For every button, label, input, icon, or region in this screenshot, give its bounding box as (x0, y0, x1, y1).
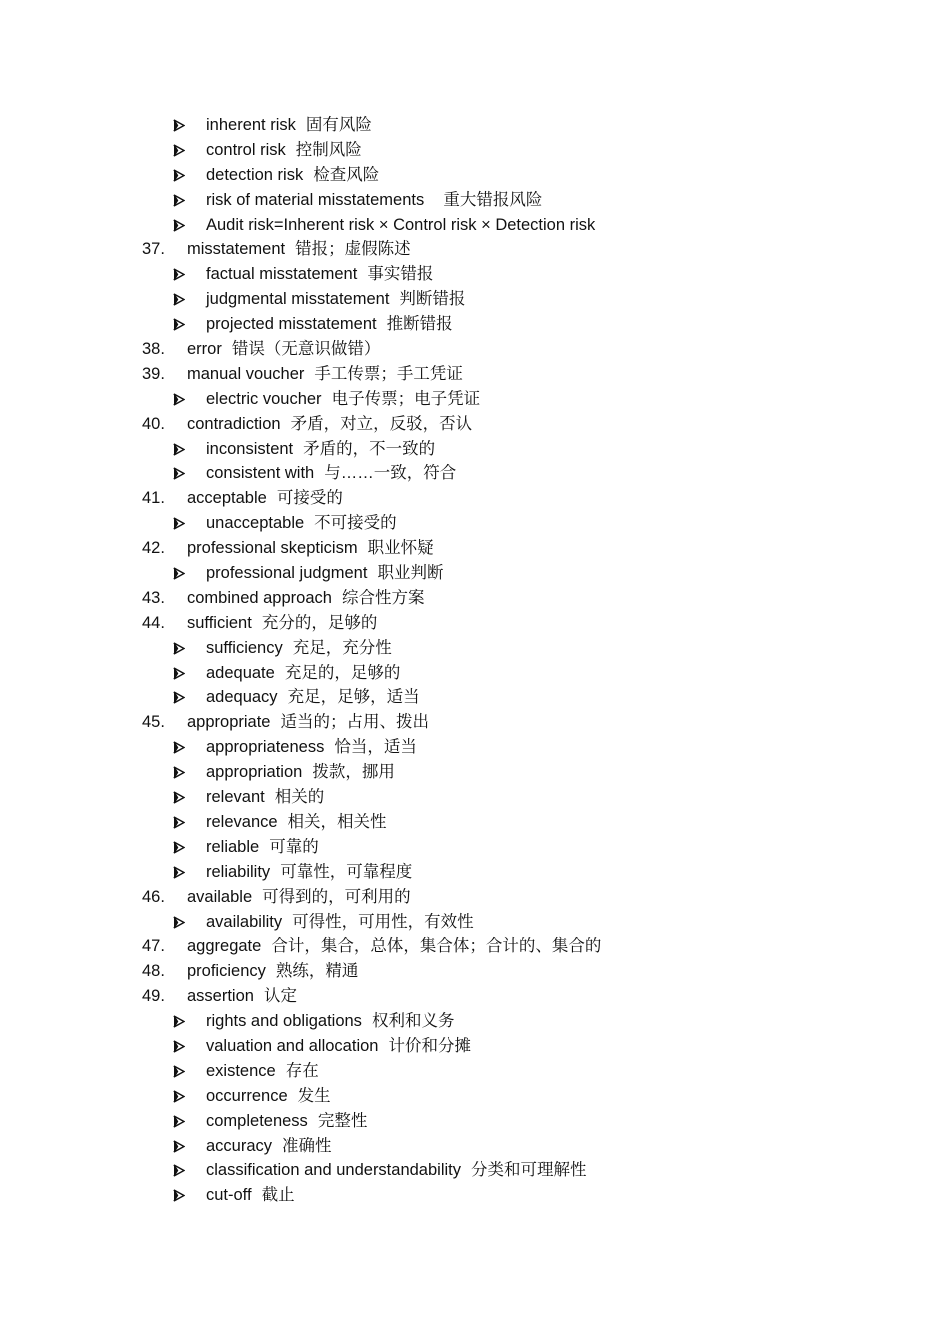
bullet-entry (0, 213, 950, 238)
chinese-translation: 电子传票；电子凭证 (331, 389, 481, 408)
english-term: unacceptable (206, 514, 305, 533)
entry-term (206, 437, 435, 462)
arrow-bullet-icon (171, 287, 189, 312)
entry-term (187, 885, 411, 910)
chinese-translation: 与……一致，符合 (324, 464, 457, 483)
bullet-entry (0, 735, 950, 760)
numbered-entry (0, 237, 950, 262)
english-term: electric voucher (206, 389, 322, 408)
bullet-entry (0, 1134, 950, 1159)
bullet-entry (0, 387, 950, 412)
chinese-translation: 错报；虚假陈述 (295, 240, 411, 259)
entry-term (206, 636, 392, 661)
english-term: cut-off (206, 1186, 252, 1205)
chinese-translation: 认定 (263, 987, 297, 1006)
entry-number: 39. (142, 364, 165, 383)
arrow-bullet-icon (171, 1109, 189, 1134)
entry-term (187, 237, 411, 262)
arrow-bullet-icon (171, 387, 189, 412)
english-term: valuation and allocation (206, 1036, 379, 1055)
entry-term (206, 1158, 587, 1183)
english-term: control risk (206, 140, 286, 159)
bullet-entry (0, 685, 950, 710)
entry-number: 48. (142, 962, 165, 981)
entry-term (206, 561, 443, 586)
entry-term (187, 984, 297, 1009)
bullet-entry (0, 437, 950, 462)
english-term: relevance (206, 812, 278, 831)
english-term: assertion (187, 987, 254, 1006)
english-term: professional skepticism (187, 539, 358, 558)
chinese-translation: 发生 (297, 1086, 331, 1105)
bullet-entry (0, 1059, 950, 1084)
entry-term (206, 1034, 471, 1059)
entry-number: 49. (142, 987, 165, 1006)
english-term: manual voucher (187, 364, 305, 383)
bullet-entry (0, 1034, 950, 1059)
english-term: adequate (206, 663, 275, 682)
english-term: professional judgment (206, 564, 368, 583)
arrow-bullet-icon (171, 760, 189, 785)
arrow-bullet-icon (171, 661, 189, 686)
chinese-translation: 固有风险 (305, 116, 372, 134)
chinese-translation: 可靠性，可靠程度 (280, 862, 413, 881)
chinese-translation: 判断错报 (399, 290, 466, 309)
numbered-entry (0, 536, 950, 561)
chinese-translation: 可靠的 (269, 837, 319, 856)
arrow-bullet-icon (171, 1183, 189, 1208)
bullet-entry (0, 835, 950, 860)
entry-term (206, 1134, 332, 1159)
bullet-entry (0, 1084, 950, 1109)
bullet-entry (0, 910, 950, 935)
arrow-bullet-icon (171, 636, 189, 661)
english-term: reliability (206, 862, 271, 881)
entry-term (187, 959, 358, 984)
arrow-bullet-icon (171, 188, 189, 213)
bullet-entry (0, 1009, 950, 1034)
english-term: rights and obligations (206, 1012, 362, 1031)
entry-number: 42. (142, 539, 165, 558)
arrow-bullet-icon (171, 835, 189, 860)
entry-number: 37. (142, 240, 165, 259)
numbered-entry (0, 710, 950, 735)
entry-number: 44. (142, 613, 165, 632)
chinese-translation: 充分的，足够的 (261, 613, 378, 632)
bullet-entry (0, 1158, 950, 1183)
numbered-entry (0, 611, 950, 636)
arrow-bullet-icon (171, 213, 189, 238)
bullet-entry (0, 188, 950, 213)
chinese-translation: 矛盾的，不一致的 (303, 439, 436, 458)
arrow-bullet-icon (171, 1009, 189, 1034)
entry-term (206, 860, 412, 885)
chinese-translation: 控制风险 (295, 140, 362, 159)
chinese-translation: 职业怀疑 (367, 539, 434, 558)
english-term: misstatement (187, 240, 286, 259)
entry-term (206, 138, 362, 163)
bullet-entry (0, 312, 950, 337)
chinese-translation: 完整性 (317, 1111, 368, 1130)
entry-term (206, 163, 379, 188)
bullet-entry (0, 1183, 950, 1208)
english-term: detection risk (206, 165, 304, 184)
arrow-bullet-icon (171, 785, 189, 810)
arrow-bullet-icon (171, 163, 189, 188)
entry-term (187, 362, 463, 387)
numbered-entry (0, 885, 950, 910)
entry-term (206, 1084, 331, 1109)
english-term: factual misstatement (206, 265, 358, 284)
numbered-entry (0, 337, 950, 362)
english-term: available (187, 887, 253, 906)
entry-term (206, 1109, 367, 1134)
chinese-translation: 计价和分摊 (388, 1036, 471, 1055)
english-term: existence (206, 1061, 276, 1080)
entry-term (206, 785, 324, 810)
bullet-entry (0, 860, 950, 885)
english-term: completeness (206, 1111, 308, 1130)
entry-term (206, 113, 372, 138)
entry-number: 45. (142, 713, 165, 732)
chinese-translation: 综合性方案 (341, 588, 425, 607)
arrow-bullet-icon (171, 312, 189, 337)
bullet-entry (0, 810, 950, 835)
bullet-entry (0, 113, 950, 138)
entry-term (206, 1183, 295, 1208)
arrow-bullet-icon (171, 561, 189, 586)
entry-term (187, 611, 377, 636)
entry-number: 38. (142, 340, 165, 359)
english-term: error (187, 340, 222, 359)
entry-term (206, 835, 319, 860)
chinese-translation: 充足，充分性 (292, 638, 392, 657)
numbered-entry (0, 362, 950, 387)
entry-number: 40. (142, 414, 165, 433)
chinese-translation: 矛盾，对立，反驳，否认 (290, 414, 473, 433)
chinese-translation: 适当的；占用、拨出 (280, 713, 429, 732)
english-term: proficiency (187, 962, 266, 981)
numbered-entry (0, 486, 950, 511)
english-term: appropriate (187, 713, 271, 732)
bullet-entry (0, 163, 950, 188)
bullet-entry (0, 636, 950, 661)
english-term: appropriation (206, 763, 303, 782)
bullet-entry (0, 1109, 950, 1134)
english-term: classification and understandability (206, 1161, 461, 1180)
chinese-translation: 事实错报 (367, 265, 434, 284)
entry-term (206, 1059, 319, 1084)
chinese-translation: 不可接受的 (314, 514, 397, 533)
english-term: risk of material misstatements (206, 190, 425, 209)
entry-number: 41. (142, 489, 165, 508)
numbered-entry (0, 934, 950, 959)
english-term: reliable (206, 837, 260, 856)
entry-term (187, 412, 472, 437)
arrow-bullet-icon (171, 1134, 189, 1159)
chinese-translation: 手工传票；手工凭证 (314, 364, 463, 383)
entry-term (206, 910, 474, 935)
english-term: relevant (206, 788, 265, 807)
english-term: accuracy (206, 1136, 273, 1155)
bullet-entry (0, 287, 950, 312)
arrow-bullet-icon (171, 138, 189, 163)
entry-term (206, 387, 480, 412)
entry-term (206, 685, 420, 710)
chinese-translation: 拨款，挪用 (312, 763, 395, 782)
chinese-translation: 推断错报 (386, 315, 453, 334)
chinese-translation: 权利和义务 (371, 1012, 455, 1031)
english-term: acceptable (187, 489, 267, 508)
chinese-translation: 相关的 (274, 788, 325, 807)
entry-term (206, 661, 400, 686)
bullet-entry (0, 138, 950, 163)
chinese-translation: 存在 (285, 1061, 319, 1080)
bullet-entry (0, 561, 950, 586)
arrow-bullet-icon (171, 810, 189, 835)
arrow-bullet-icon (171, 113, 189, 138)
numbered-entry (0, 412, 950, 437)
english-term: contradiction (187, 414, 281, 433)
arrow-bullet-icon (171, 685, 189, 710)
bullet-entry (0, 262, 950, 287)
english-term: appropriateness (206, 738, 325, 757)
chinese-translation: 准确性 (282, 1136, 332, 1155)
chinese-translation: 相关，相关性 (287, 812, 387, 831)
bullet-entry (0, 511, 950, 536)
entry-term (187, 486, 343, 511)
entry-term (206, 262, 433, 287)
chinese-translation: 分类和可理解性 (471, 1161, 587, 1180)
arrow-bullet-icon (171, 511, 189, 536)
entry-term (206, 312, 453, 337)
entry-term (206, 461, 456, 486)
english-term: consistent with (206, 464, 315, 483)
entry-number: 46. (142, 887, 165, 906)
entry-term (206, 213, 605, 238)
numbered-entry (0, 984, 950, 1009)
chinese-translation: 可得性，可用性，有效性 (292, 912, 474, 931)
entry-term (187, 536, 434, 561)
english-term: inherent risk (206, 116, 296, 134)
arrow-bullet-icon (171, 735, 189, 760)
arrow-bullet-icon (171, 860, 189, 885)
arrow-bullet-icon (171, 1158, 189, 1183)
glossary-list (0, 113, 950, 1208)
arrow-bullet-icon (171, 437, 189, 462)
chinese-translation: 可接受的 (276, 489, 343, 508)
chinese-translation: 职业判断 (377, 564, 444, 583)
arrow-bullet-icon (171, 1034, 189, 1059)
entry-number: 47. (142, 937, 165, 956)
entry-number: 43. (142, 588, 165, 607)
entry-term (206, 735, 417, 760)
english-term: availability (206, 912, 283, 931)
bullet-entry (0, 760, 950, 785)
chinese-translation: 充足的，足够的 (284, 663, 401, 682)
english-term: aggregate (187, 937, 262, 956)
entry-term (206, 810, 387, 835)
english-term: occurrence (206, 1086, 288, 1105)
entry-term (206, 760, 395, 785)
chinese-translation: 合计，集合，总体，集合体；合计的、集合的 (271, 937, 602, 956)
numbered-entry (0, 586, 950, 611)
english-term: sufficiency (206, 638, 283, 657)
numbered-entry (0, 959, 950, 984)
entry-term (206, 287, 465, 312)
english-term: judgmental misstatement (206, 290, 390, 309)
chinese-translation: 可得到的，可利用的 (262, 887, 411, 906)
english-term: Audit risk=Inherent risk × Control risk × Detection risk (206, 215, 596, 234)
entry-term (206, 188, 542, 213)
chinese-translation: 截止 (261, 1186, 295, 1205)
arrow-bullet-icon (171, 910, 189, 935)
entry-term (187, 337, 380, 362)
entry-term (206, 1009, 454, 1034)
chinese-translation: 充足，足够，适当 (287, 688, 420, 707)
chinese-translation: 重大错报风险 (434, 190, 543, 209)
bullet-entry (0, 661, 950, 686)
entry-term (187, 710, 429, 735)
arrow-bullet-icon (171, 1084, 189, 1109)
entry-term (206, 511, 397, 536)
arrow-bullet-icon (171, 461, 189, 486)
chinese-translation: 熟练，精通 (275, 962, 359, 981)
bullet-entry (0, 461, 950, 486)
english-term: projected misstatement (206, 315, 377, 334)
entry-term (187, 934, 601, 959)
english-term: combined approach (187, 588, 332, 607)
chinese-translation: 错误（无意识做错） (231, 340, 381, 359)
english-term: adequacy (206, 688, 278, 707)
chinese-translation: 检查风险 (313, 165, 380, 184)
english-term: inconsistent (206, 439, 294, 458)
english-term: sufficient (187, 613, 252, 632)
chinese-translation: 恰当，适当 (334, 738, 417, 757)
arrow-bullet-icon (171, 262, 189, 287)
arrow-bullet-icon (171, 1059, 189, 1084)
bullet-entry (0, 785, 950, 810)
entry-term (187, 586, 424, 611)
